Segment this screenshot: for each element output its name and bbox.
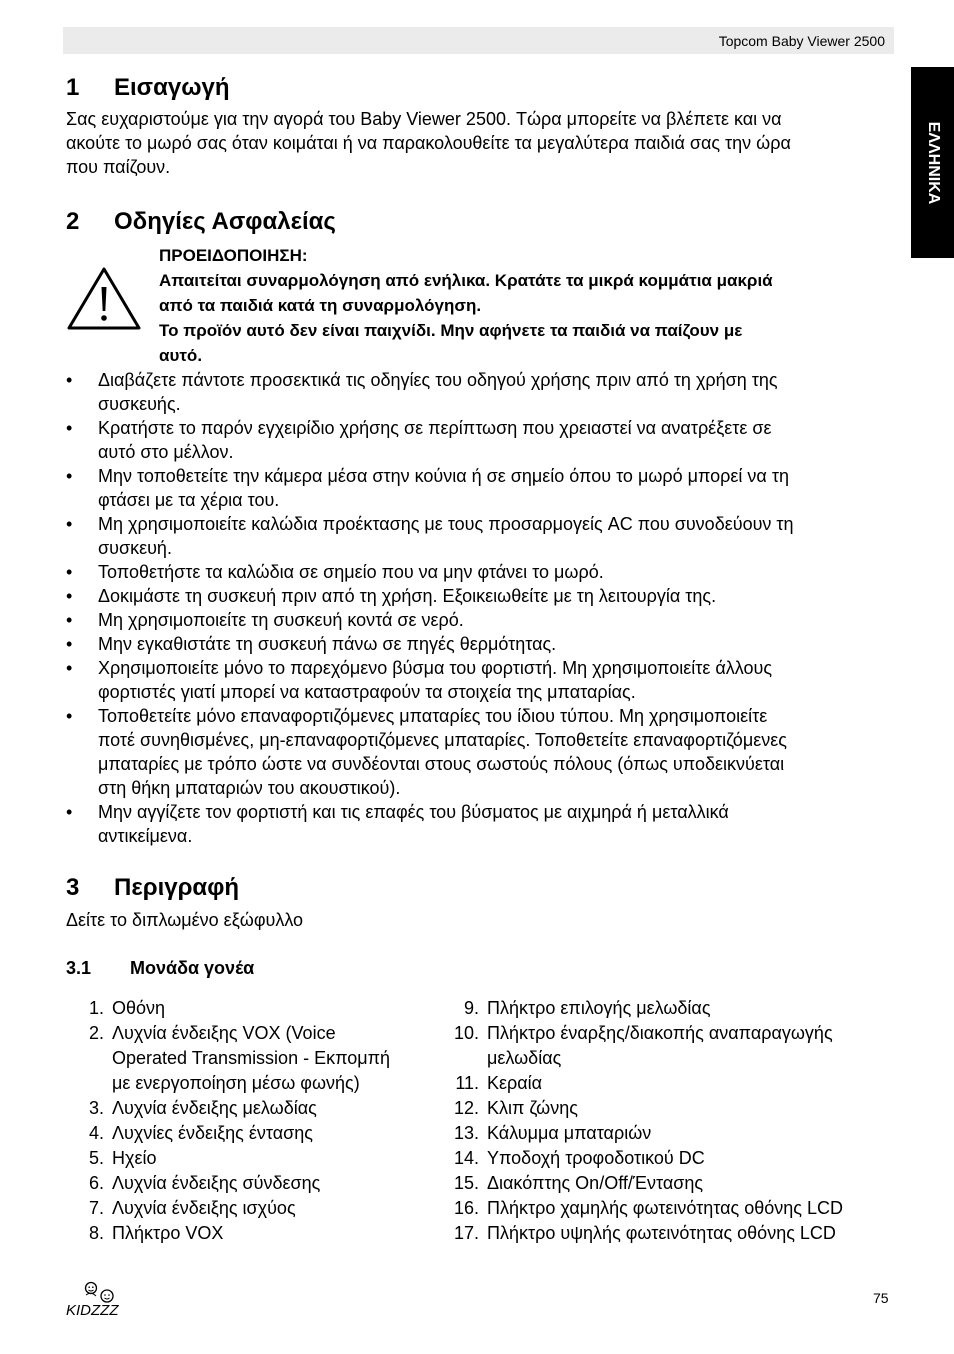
list-item-number: 1. — [88, 998, 104, 1018]
page-number: 75 — [873, 1290, 889, 1306]
list-item-number: 14. — [453, 1148, 479, 1168]
intro-paragraph — [66, 107, 892, 179]
list-item-line: Μη χρησιμοποιείτε τη συσκευή κοντά σε νερό. — [98, 610, 464, 630]
warning-line: Το προϊόν αυτό δεν είναι παιχνίδι. Μην αφήνετε τα παιδιά να παίζουν με — [159, 321, 743, 340]
list-item-line: Μην αγγίζετε τον φορτιστή και τις επαφές του βύσματος με αιχμηρά ή μεταλλικά — [98, 802, 729, 822]
list-item-line: Μην εγκαθιστάτε τη συσκευή πάνω σε πηγές θερμότητας. — [98, 634, 557, 654]
bullet-icon: • — [66, 634, 73, 654]
subsection-3-1-number: 3.1 — [66, 958, 92, 978]
list-item — [441, 1121, 896, 1146]
list-item-line: αυτό στο μέλλον. — [98, 442, 234, 462]
section-1-number: 1 — [66, 74, 80, 101]
list-item-number: 10. — [453, 1023, 479, 1043]
list-item-line: μελωδίας — [487, 1048, 562, 1068]
bullet-icon: • — [66, 418, 73, 438]
list-item — [66, 1021, 446, 1096]
section-1-heading — [66, 74, 229, 102]
list-item-line: Μη χρησιμοποιείτε καλώδια προέκτασης με τους προσαρμογείς AC που συνοδεύουν τη — [98, 514, 794, 534]
warning-block — [159, 243, 897, 368]
list-item-number: 15. — [453, 1173, 479, 1193]
list-item-line: συσκευή. — [98, 538, 172, 558]
list-item — [66, 608, 894, 632]
list-item-number: 9. — [463, 998, 479, 1018]
list-item — [441, 1221, 896, 1246]
list-item — [66, 584, 894, 608]
header-bar — [63, 27, 894, 54]
list-item-number: 16. — [453, 1198, 479, 1218]
list-item-number: 13. — [453, 1123, 479, 1143]
list-item-line: Λυχνία ένδειξης σύνδεσης — [112, 1173, 321, 1193]
list-item-line: Χρησιμοποιείτε μόνο το παρεχόμενο βύσμα του φορτιστή. Μη χρησιμοποιείτε άλλους — [98, 658, 773, 678]
list-item-number: 4. — [88, 1123, 104, 1143]
list-item — [66, 704, 894, 800]
list-item — [441, 996, 896, 1021]
list-item-line: Κάλυμμα μπαταριών — [487, 1123, 652, 1143]
bullet-icon: • — [66, 586, 73, 606]
list-item-line: Λυχνία ένδειξης μελωδίας — [112, 1098, 317, 1118]
list-item-line: Λυχνία ένδειξης ισχύος — [112, 1198, 296, 1218]
list-item-line: ποτέ συνηθισμένες, μη-επαναφορτιζόμενες μπαταρίες. Τοποθετείτε επαναφορτιζόμενες — [98, 730, 787, 750]
list-item — [66, 1221, 446, 1246]
list-item — [66, 368, 894, 416]
list-item-line: Κλιπ ζώνης — [487, 1098, 578, 1118]
parts-list-left — [66, 996, 446, 1246]
language-tab — [911, 67, 954, 258]
section-1-title: Εισαγωγή — [114, 74, 230, 101]
bullet-icon: • — [66, 466, 73, 486]
list-item-number: 8. — [88, 1223, 104, 1243]
list-item-line: συσκευής. — [98, 394, 181, 414]
list-item-line: φορτιστές γιατί μπορεί να καταστραφούν τα στοιχεία της μπαταρίας. — [98, 682, 636, 702]
list-item — [441, 1021, 896, 1071]
list-item-number: 2. — [88, 1023, 104, 1043]
list-item-line: Operated Transmission - Εκπομπή — [112, 1048, 391, 1068]
list-item-line: Μην τοποθετείτε την κάμερα μέσα στην κούνια ή σε σημείο όπου το μωρό μπορεί να τη — [98, 466, 789, 486]
bullet-icon: • — [66, 658, 73, 678]
list-item-line: Διακόπτης On/Off/Έντασης — [487, 1173, 704, 1193]
bullet-icon: • — [66, 802, 73, 822]
list-item — [66, 464, 894, 512]
list-item-line: Δοκιμάστε τη συσκευή πριν από τη χρήση. Εξοικειωθείτε με τη λειτουργία της. — [98, 586, 717, 606]
list-item — [66, 1171, 446, 1196]
list-item — [441, 1146, 896, 1171]
list-item-line: Τοποθετήστε τα καλώδια σε σημείο που να μην φτάνει το μωρό. — [98, 562, 604, 582]
subsection-3-1-heading — [66, 958, 254, 979]
list-item — [66, 1096, 446, 1121]
list-item-line: Κρατήστε το παρόν εγχειρίδιο χρήσης σε περίπτωση που χρειαστεί να ανατρέξετε σε — [98, 418, 772, 438]
list-item-line: αντικείμενα. — [98, 826, 193, 846]
description-text: Δείτε το διπλωμένο εξώφυλλο — [66, 910, 304, 930]
list-item-line: Τοποθετείτε μόνο επαναφορτιζόμενες μπαταρίες του ίδιου τύπου. Μη χρησιμοποιείτε — [98, 706, 768, 726]
list-item — [441, 1071, 896, 1096]
intro-line: που παίζουν. — [66, 157, 171, 177]
list-item-number: 5. — [88, 1148, 104, 1168]
intro-line: ακούτε το μωρό σας όταν κοιμάται ή να παρακολουθείτε τα μεγαλύτερα παιδιά σας την ώρα — [66, 133, 791, 153]
header-title: Topcom Baby Viewer 2500 — [718, 33, 885, 49]
language-tab-label: ΕΛΛΗΝΙΚΑ — [924, 121, 942, 204]
parts-list-right — [441, 996, 896, 1246]
list-item-number: 11. — [455, 1073, 479, 1093]
section-2-title: Οδηγίες Ασφαλείας — [114, 208, 336, 235]
list-item-line: Πλήκτρο έναρξης/διακοπής αναπαραγωγής — [487, 1023, 833, 1043]
list-item-line: Διαβάζετε πάντοτε προσεκτικά τις οδηγίες του οδηγού χρήσης πριν από τη χρήση της — [98, 370, 778, 390]
list-item — [66, 1121, 446, 1146]
list-item — [66, 1196, 446, 1221]
section-3-heading — [66, 874, 239, 902]
section-2-heading — [66, 208, 336, 236]
list-item — [441, 1196, 896, 1221]
list-item — [66, 560, 894, 584]
bullet-icon: • — [66, 610, 73, 630]
list-item-line: στη θήκη μπαταριών του ακουστικού). — [98, 778, 401, 798]
list-item-line: Πλήκτρο VOX — [112, 1223, 224, 1243]
list-item-line: Οθόνη — [112, 998, 166, 1018]
warning-triangle-icon — [66, 265, 142, 331]
kidzzz-logo — [64, 1278, 136, 1320]
logo-text: KIDZZZ — [66, 1302, 119, 1319]
list-item — [66, 800, 894, 848]
list-item — [441, 1171, 896, 1196]
warning-line: αυτό. — [159, 346, 203, 365]
intro-line: Σας ευχαριστούμε για την αγορά του Baby Viewer 2500. Τώρα μπορείτε να βλέπετε και να — [66, 109, 782, 129]
list-item — [66, 416, 894, 464]
warning-line: από τα παιδιά κατά τη συναρμολόγηση. — [159, 296, 482, 315]
list-item-line: με ενεργοποίηση μέσω φωνής) — [112, 1073, 360, 1093]
list-item-number: 7. — [88, 1198, 104, 1218]
section-3-title: Περιγραφή — [114, 874, 240, 901]
list-item-number: 6. — [88, 1173, 104, 1193]
list-item — [66, 656, 894, 704]
section-3-number: 3 — [66, 874, 80, 901]
safety-bullet-list — [66, 368, 894, 848]
list-item-line: Πλήκτρο χαμηλής φωτεινότητας οθόνης LCD — [487, 1198, 843, 1218]
bullet-icon: • — [66, 514, 73, 534]
list-item-line: Κεραία — [487, 1073, 543, 1093]
list-item-line: φτάσει με τα χέρια του. — [98, 490, 280, 510]
list-item-line: Ηχείο — [112, 1148, 157, 1168]
list-item-line: Λυχνία ένδειξης VOX (Voice — [112, 1023, 336, 1043]
list-item-number: 17. — [453, 1223, 479, 1243]
list-item — [66, 1146, 446, 1171]
list-item-line: Λυχνίες ένδειξης έντασης — [112, 1123, 313, 1143]
bullet-icon: • — [66, 562, 73, 582]
list-item-number: 3. — [88, 1098, 104, 1118]
list-item — [66, 512, 894, 560]
warning-line: Απαιτείται συναρμολόγηση από ενήλικα. Κρατάτε τα μικρά κομμάτια μακριά — [159, 271, 773, 290]
section-2-number: 2 — [66, 208, 80, 235]
list-item-number: 12. — [453, 1098, 479, 1118]
subsection-3-1-title: Μονάδα γονέα — [130, 958, 255, 978]
list-item-line: Πλήκτρο επιλογής μελωδίας — [487, 998, 711, 1018]
bullet-icon: • — [66, 706, 73, 726]
list-item — [441, 1096, 896, 1121]
list-item — [66, 632, 894, 656]
bullet-icon: • — [66, 370, 73, 390]
list-item-line: Υποδοχή τροφοδοτικού DC — [487, 1148, 705, 1168]
list-item-line: μπαταρίες με τρόπο ώστε να συνδέονται στους σωστούς πόλους (όπως υποδεικνύεται — [98, 754, 785, 774]
list-item-line: Πλήκτρο υψηλής φωτεινότητας οθόνης LCD — [487, 1223, 836, 1243]
list-item — [66, 996, 446, 1021]
warning-line: ΠΡΟΕΙΔΟΠΟΙΗΣΗ: — [159, 246, 308, 265]
